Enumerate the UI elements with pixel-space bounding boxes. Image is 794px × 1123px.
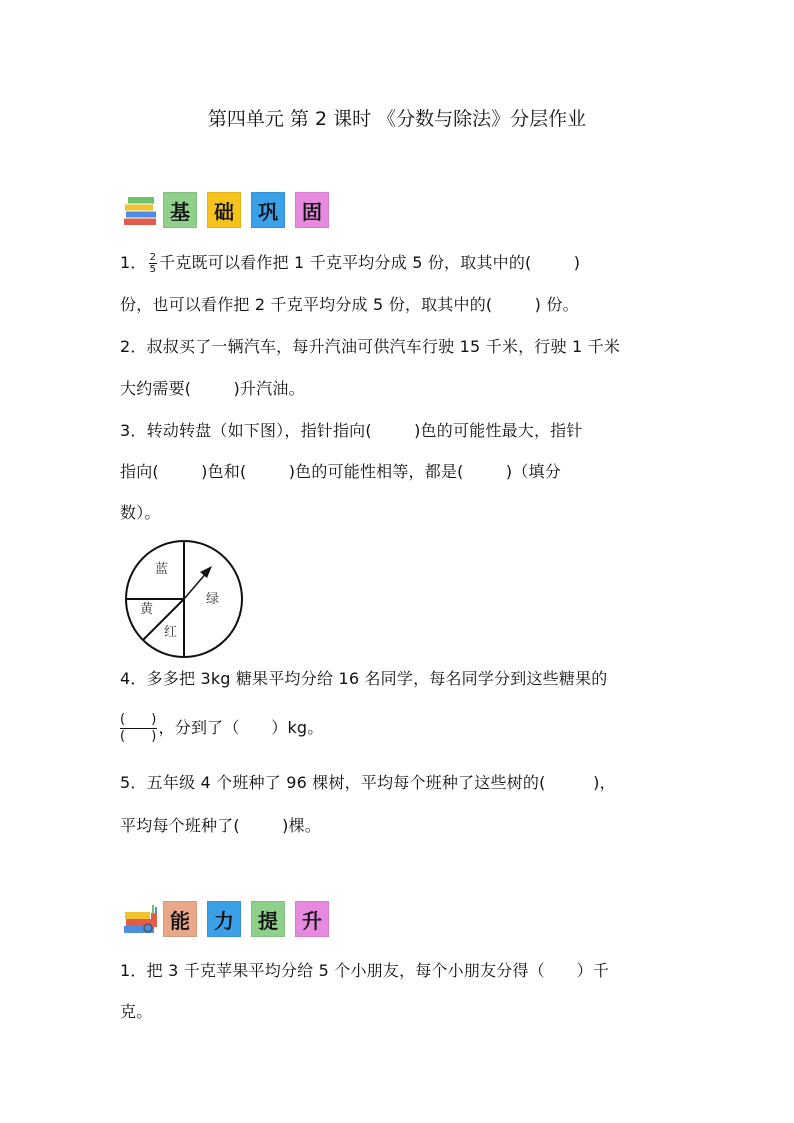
fraction-two-fifths xyxy=(149,252,158,275)
question-3-line-2: 指向( )色和( )色的可能性相等，都是( )（填分 xyxy=(120,462,561,481)
fraction-blank xyxy=(120,712,157,745)
tile-sheng: 升 xyxy=(295,901,329,937)
question-4-line-1: 4．多多把 3kg 糖果平均分给 16 名同学，每名同学分到这些糖果的 xyxy=(120,669,608,688)
question-3-line-1: 3．转动转盘（如下图），指针指向( )色的可能性最大，指针 xyxy=(120,421,583,440)
page-title: 第四单元 第 2 课时 《分数与除法》分层作业 xyxy=(207,108,587,130)
question-5-line-1: 5．五年级 4 个班种了 96 棵树，平均每个班种了这些树的( )， xyxy=(120,773,616,792)
spinner-label-red: 红 xyxy=(164,625,178,640)
spinner-label-blue: 蓝 xyxy=(155,562,169,577)
books-pencil-icon xyxy=(122,901,160,937)
fraction-numerator: 2 xyxy=(149,252,157,263)
question-3-line-3: 数）。 xyxy=(120,503,161,522)
tile-gong: 巩 xyxy=(251,192,285,228)
question-4-line-2 xyxy=(120,712,324,745)
books-icon xyxy=(122,192,160,228)
question-5-line-2: 平均每个班种了( )棵。 xyxy=(120,816,321,835)
fraction-denominator-blank: ( ) xyxy=(120,729,157,744)
spinner-label-yellow: 黄 xyxy=(140,602,154,617)
question-text: ，分到了（ ）kg。 xyxy=(158,718,324,737)
advanced-question-1-line-1: 1．把 3 千克苹果平均分给 5 个小朋友，每个小朋友分得（ ）千 xyxy=(120,961,609,980)
question-2-line-2: 大约需要( )升汽油。 xyxy=(120,379,305,398)
question-2-line-1: 2．叔叔买了一辆汽车，每升汽油可供汽车行驶 15 千米，行驶 1 千米 xyxy=(120,337,621,356)
question-number: 1． xyxy=(120,253,147,272)
section-header-advanced xyxy=(122,899,339,939)
question-text: 千克既可以看作把 1 千克平均分成 5 份，取其中的( ) xyxy=(159,253,581,272)
fraction-denominator: 5 xyxy=(149,264,157,275)
spinner-diagram xyxy=(122,537,246,661)
tile-neng: 能 xyxy=(163,901,197,937)
question-1-line-1 xyxy=(120,252,580,275)
tile-ti: 提 xyxy=(251,901,285,937)
tile-li: 力 xyxy=(207,901,241,937)
spinner-label-green: 绿 xyxy=(206,592,220,607)
tile-gu: 固 xyxy=(295,192,329,228)
advanced-question-1-line-2: 克。 xyxy=(120,1002,153,1021)
tile-chu: 础 xyxy=(207,192,241,228)
section-header-basic xyxy=(122,190,339,230)
question-1-line-2: 份，也可以看作把 2 千克平均分成 5 份，取其中的( ) 份。 xyxy=(120,295,579,314)
tile-ji: 基 xyxy=(163,192,197,228)
fraction-numerator-blank: ( ) xyxy=(120,712,157,727)
